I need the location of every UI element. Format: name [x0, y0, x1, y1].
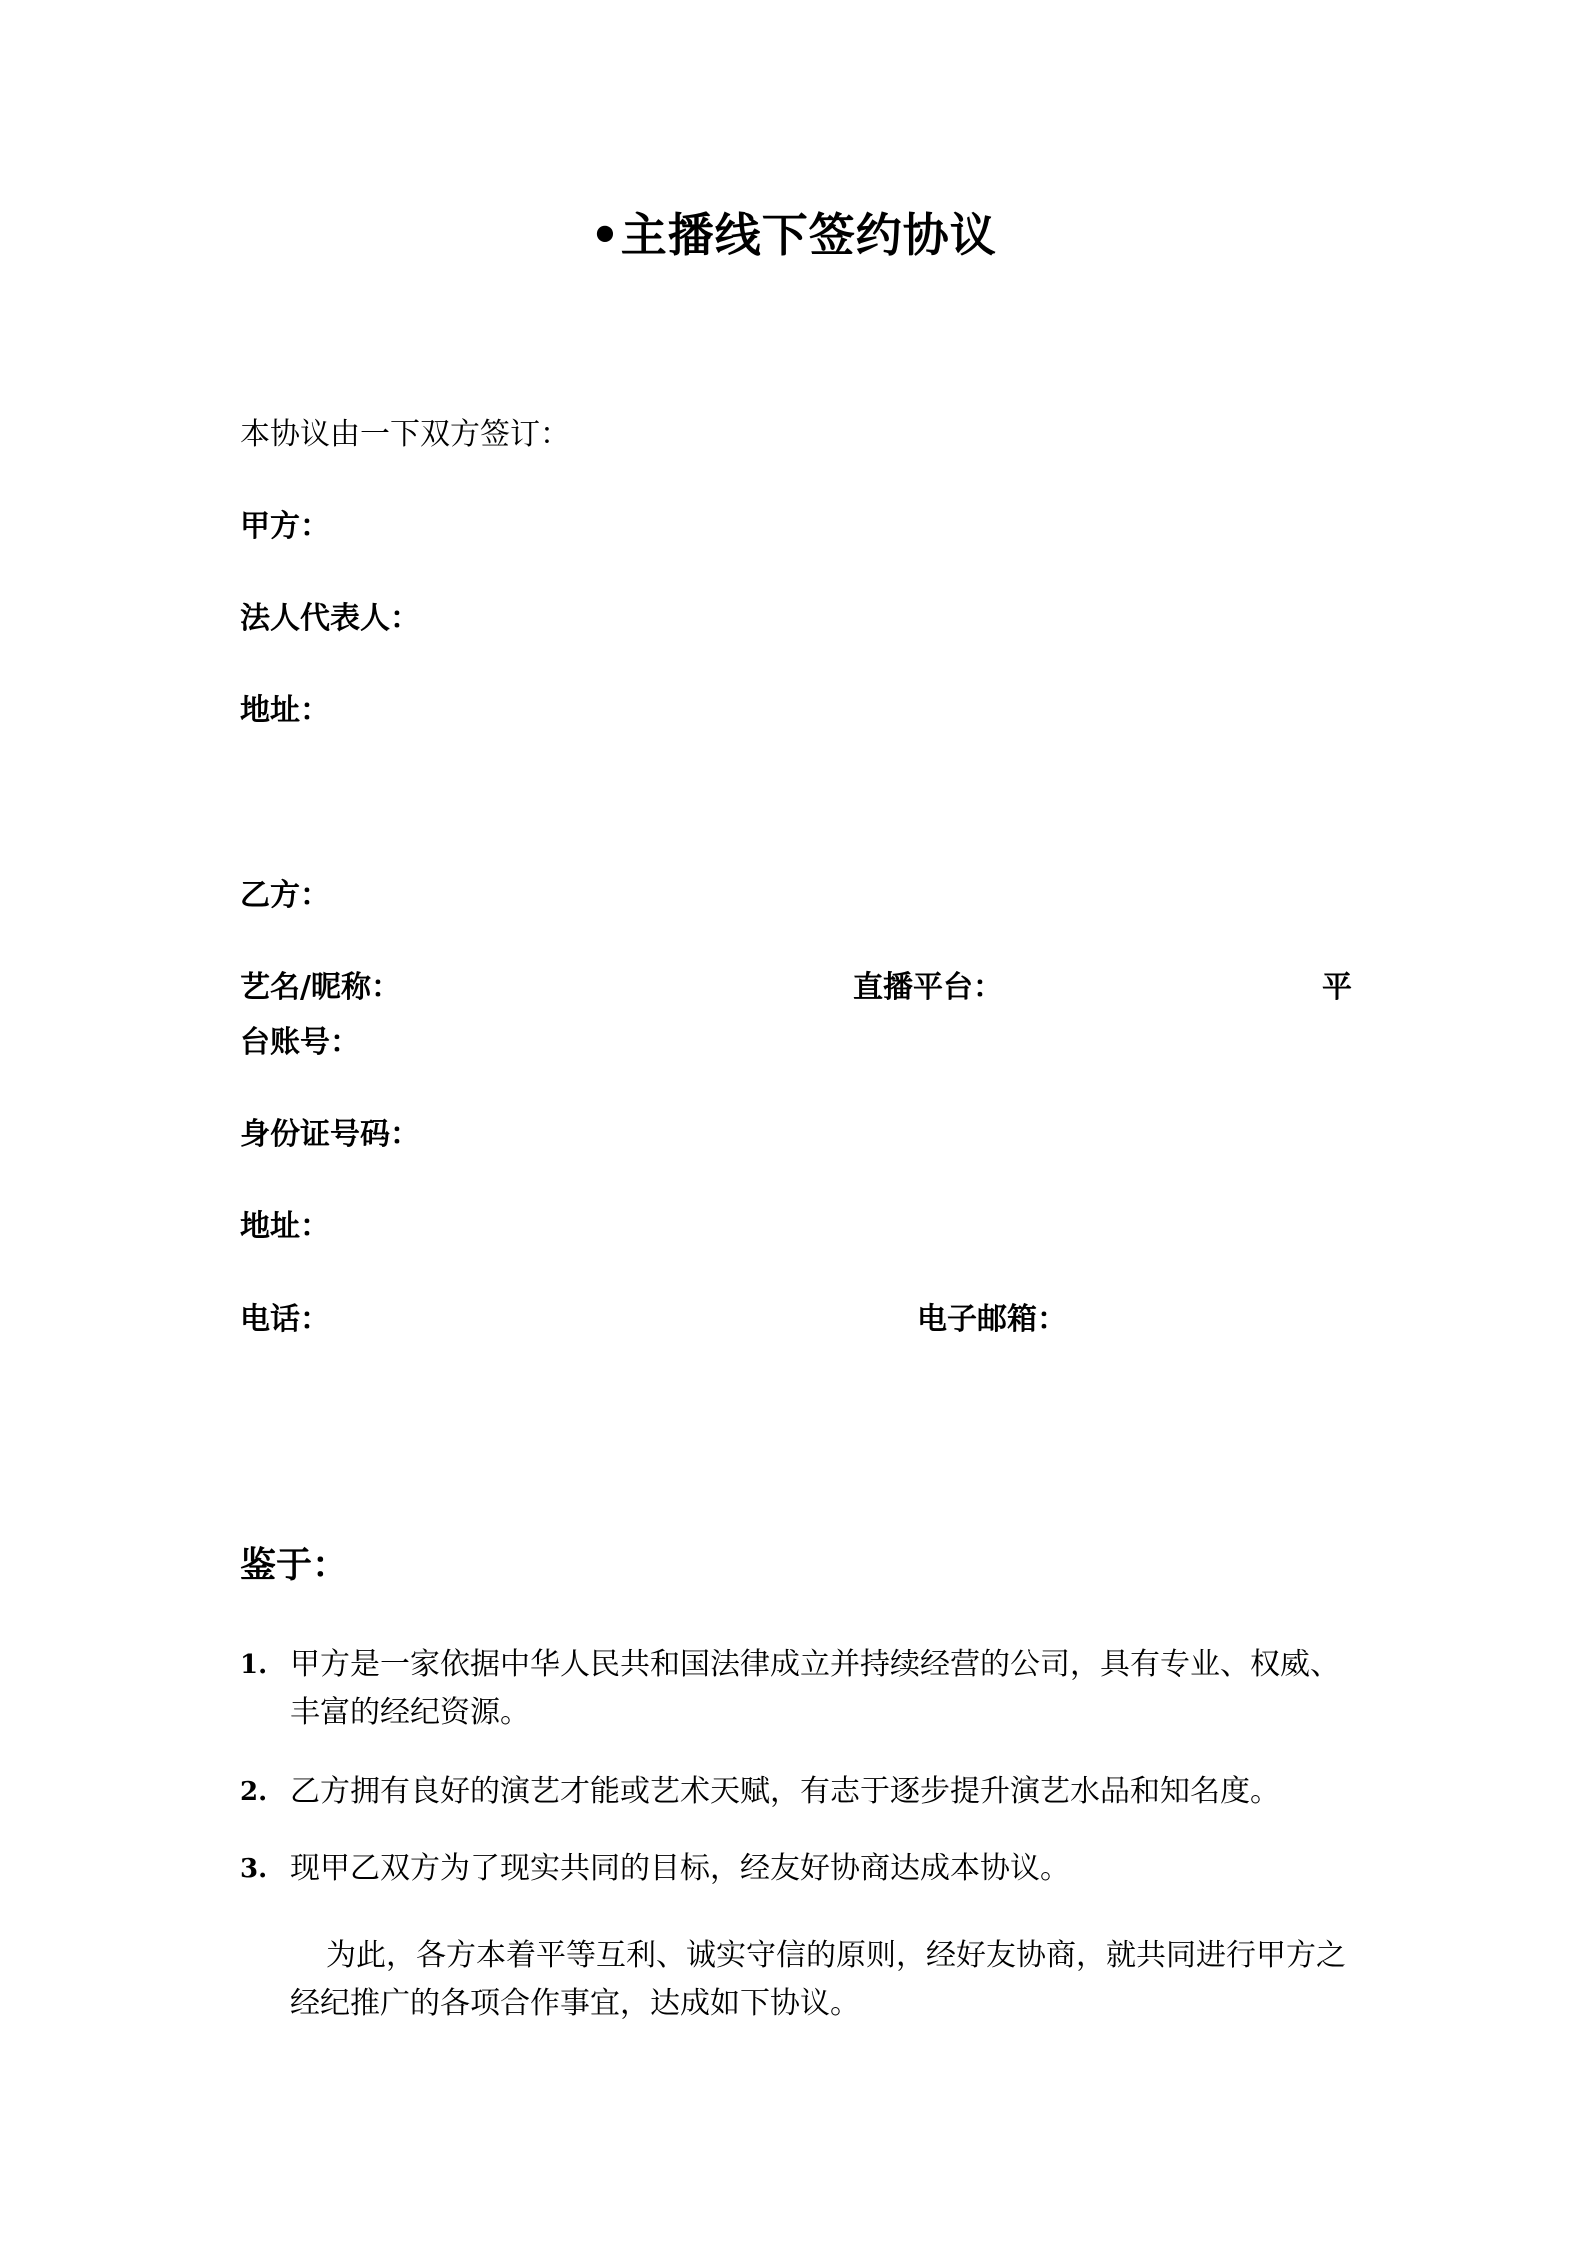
- document-title: •主播线下签约协议: [590, 208, 997, 262]
- intro-text: 本协议由一下双方签订：: [240, 417, 570, 452]
- account-label-part1: 平: [1322, 970, 1352, 1005]
- phone-label: 电话：: [240, 1302, 330, 1337]
- list-text: 现甲乙双方为了现实共同的目标，经友好协商达成本协议。: [290, 1851, 1070, 1886]
- closing-paragraph: 为此，各方本着平等互利、诚实守信的原则，经好友协商，就共同进行甲方之经纪推广的各项合作事宜，达成如下协议。: [290, 1938, 1346, 2021]
- stage-name-label: 艺名/昵称：: [240, 970, 401, 1005]
- list-item: [240, 1845, 1350, 1893]
- list-text: 甲方是一家依据中华人民共和国法律成立并持续经营的公司，具有专业、权威、丰富的经纪资源。: [290, 1647, 1340, 1730]
- list-text: 乙方拥有良好的演艺才能或艺术天赋，有志于逐步提升演艺水品和知名度。: [290, 1774, 1280, 1809]
- list-number: 3.: [240, 1854, 268, 1884]
- party-b-address-label: 地址：: [240, 1209, 330, 1244]
- legal-rep-label: 法人代表人：: [240, 601, 420, 636]
- list-item: [240, 1641, 1350, 1737]
- list-number: 1.: [240, 1650, 268, 1680]
- list-number: 2.: [240, 1777, 268, 1807]
- email-label: 电子邮箱：: [917, 1302, 1067, 1337]
- party-b-label: 乙方：: [240, 878, 330, 913]
- whereas-heading: 鉴于：: [240, 1545, 349, 1586]
- party-a-label: 甲方：: [240, 509, 330, 544]
- party-a-address-label: 地址：: [240, 693, 330, 728]
- account-label-part2: 台账号：: [240, 1025, 360, 1060]
- platform-label: 直播平台：: [853, 970, 1003, 1005]
- id-number-label: 身份证号码：: [240, 1117, 420, 1152]
- list-item: [240, 1768, 1350, 1816]
